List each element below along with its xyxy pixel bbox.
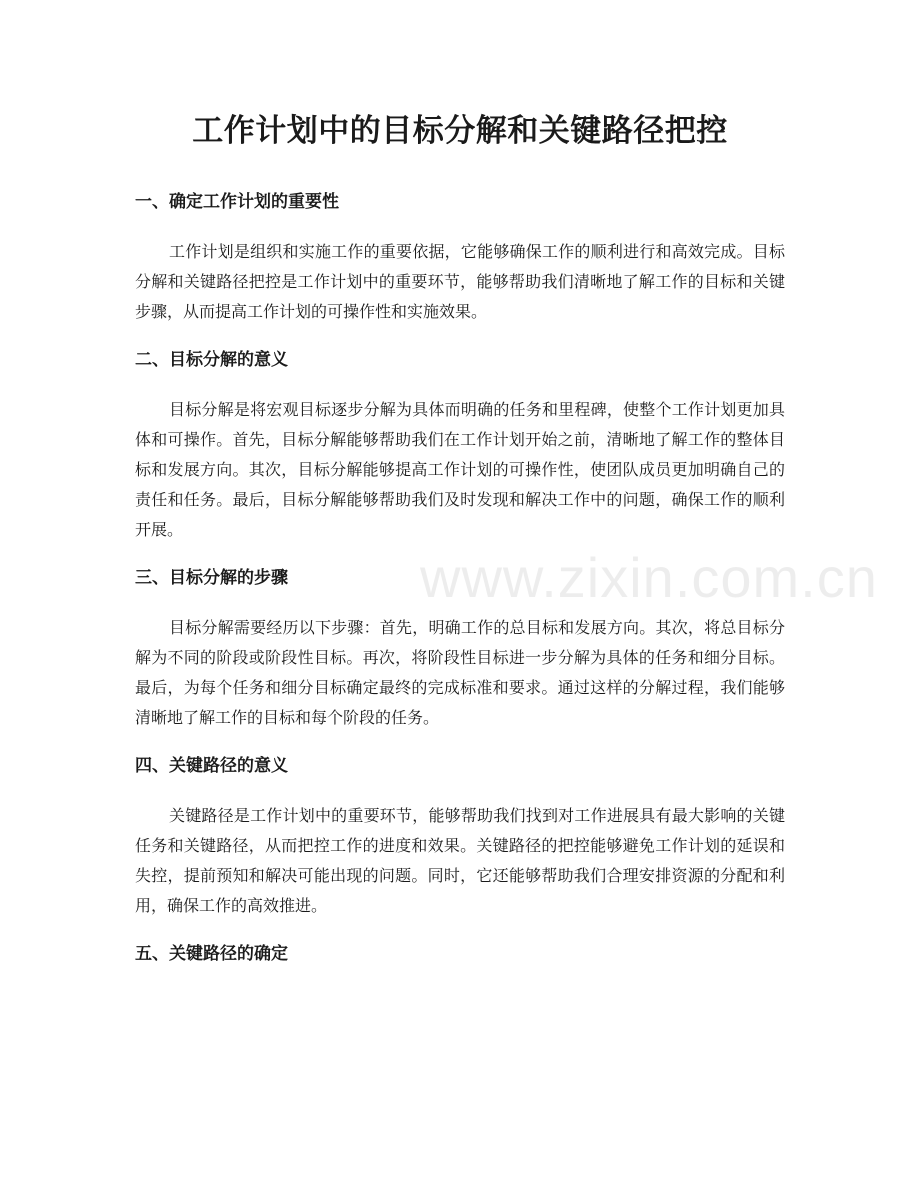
section-heading: 四、关键路径的意义 (135, 756, 288, 776)
section-paragraph: 关键路径是工作计划中的重要环节，能够帮助我们找到对工作进展具有最大影响的关键任务和关键路径，从而把控工作的进度和效果。关键路径的把控能够避免工作计划的延误和失控，提前预知和解决可能出现的问题。同时，它还能够帮助我们合理安排资源的分配和利用，确保工作的高效推进。 (135, 806, 785, 915)
section-heading: 二、目标分解的意义 (135, 350, 288, 370)
section-2 (135, 341, 785, 545)
section-heading: 三、目标分解的步骤 (135, 568, 288, 588)
section-paragraph: 目标分解是将宏观目标逐步分解为具体而明确的任务和里程碑，使整个工作计划更加具体和可操作。首先，目标分解能够帮助我们在工作计划开始之前，清晰地了解工作的整体目标和发展方向。其次，目标分解能够提高工作计划的可操作性，使团队成员更加明确自己的责任和任务。最后，目标分解能够帮助我们及时发现和解决工作中的问题，确保工作的顺利开展。 (135, 400, 785, 539)
section-heading: 五、关键路径的确定 (135, 944, 288, 964)
watermark: www.zixin.com.cn (420, 546, 878, 609)
document-body (135, 183, 785, 973)
section-paragraph: 工作计划是组织和实施工作的重要依据，它能够确保工作的顺利进行和高效完成。目标分解和关键路径把控是工作计划中的重要环节，能够帮助我们清晰地了解工作的目标和关键步骤，从而提高工作计划的可操作性和实施效果。 (135, 242, 785, 321)
section-1 (135, 183, 785, 327)
section-4 (135, 747, 785, 921)
document-title: 工作计划中的目标分解和关键路径把控 (192, 113, 728, 149)
section-3 (135, 559, 785, 733)
section-heading: 一、确定工作计划的重要性 (135, 192, 339, 212)
section-5 (135, 935, 785, 973)
section-paragraph: 目标分解需要经历以下步骤：首先，明确工作的总目标和发展方向。其次，将总目标分解为不同的阶段或阶段性目标。再次，将阶段性目标进一步分解为具体的任务和细分目标。最后，为每个任务和细分目标确定最终的完成标准和要求。通过这样的分解过程，我们能够清晰地了解工作的目标和每个阶段的任务。 (135, 618, 785, 727)
